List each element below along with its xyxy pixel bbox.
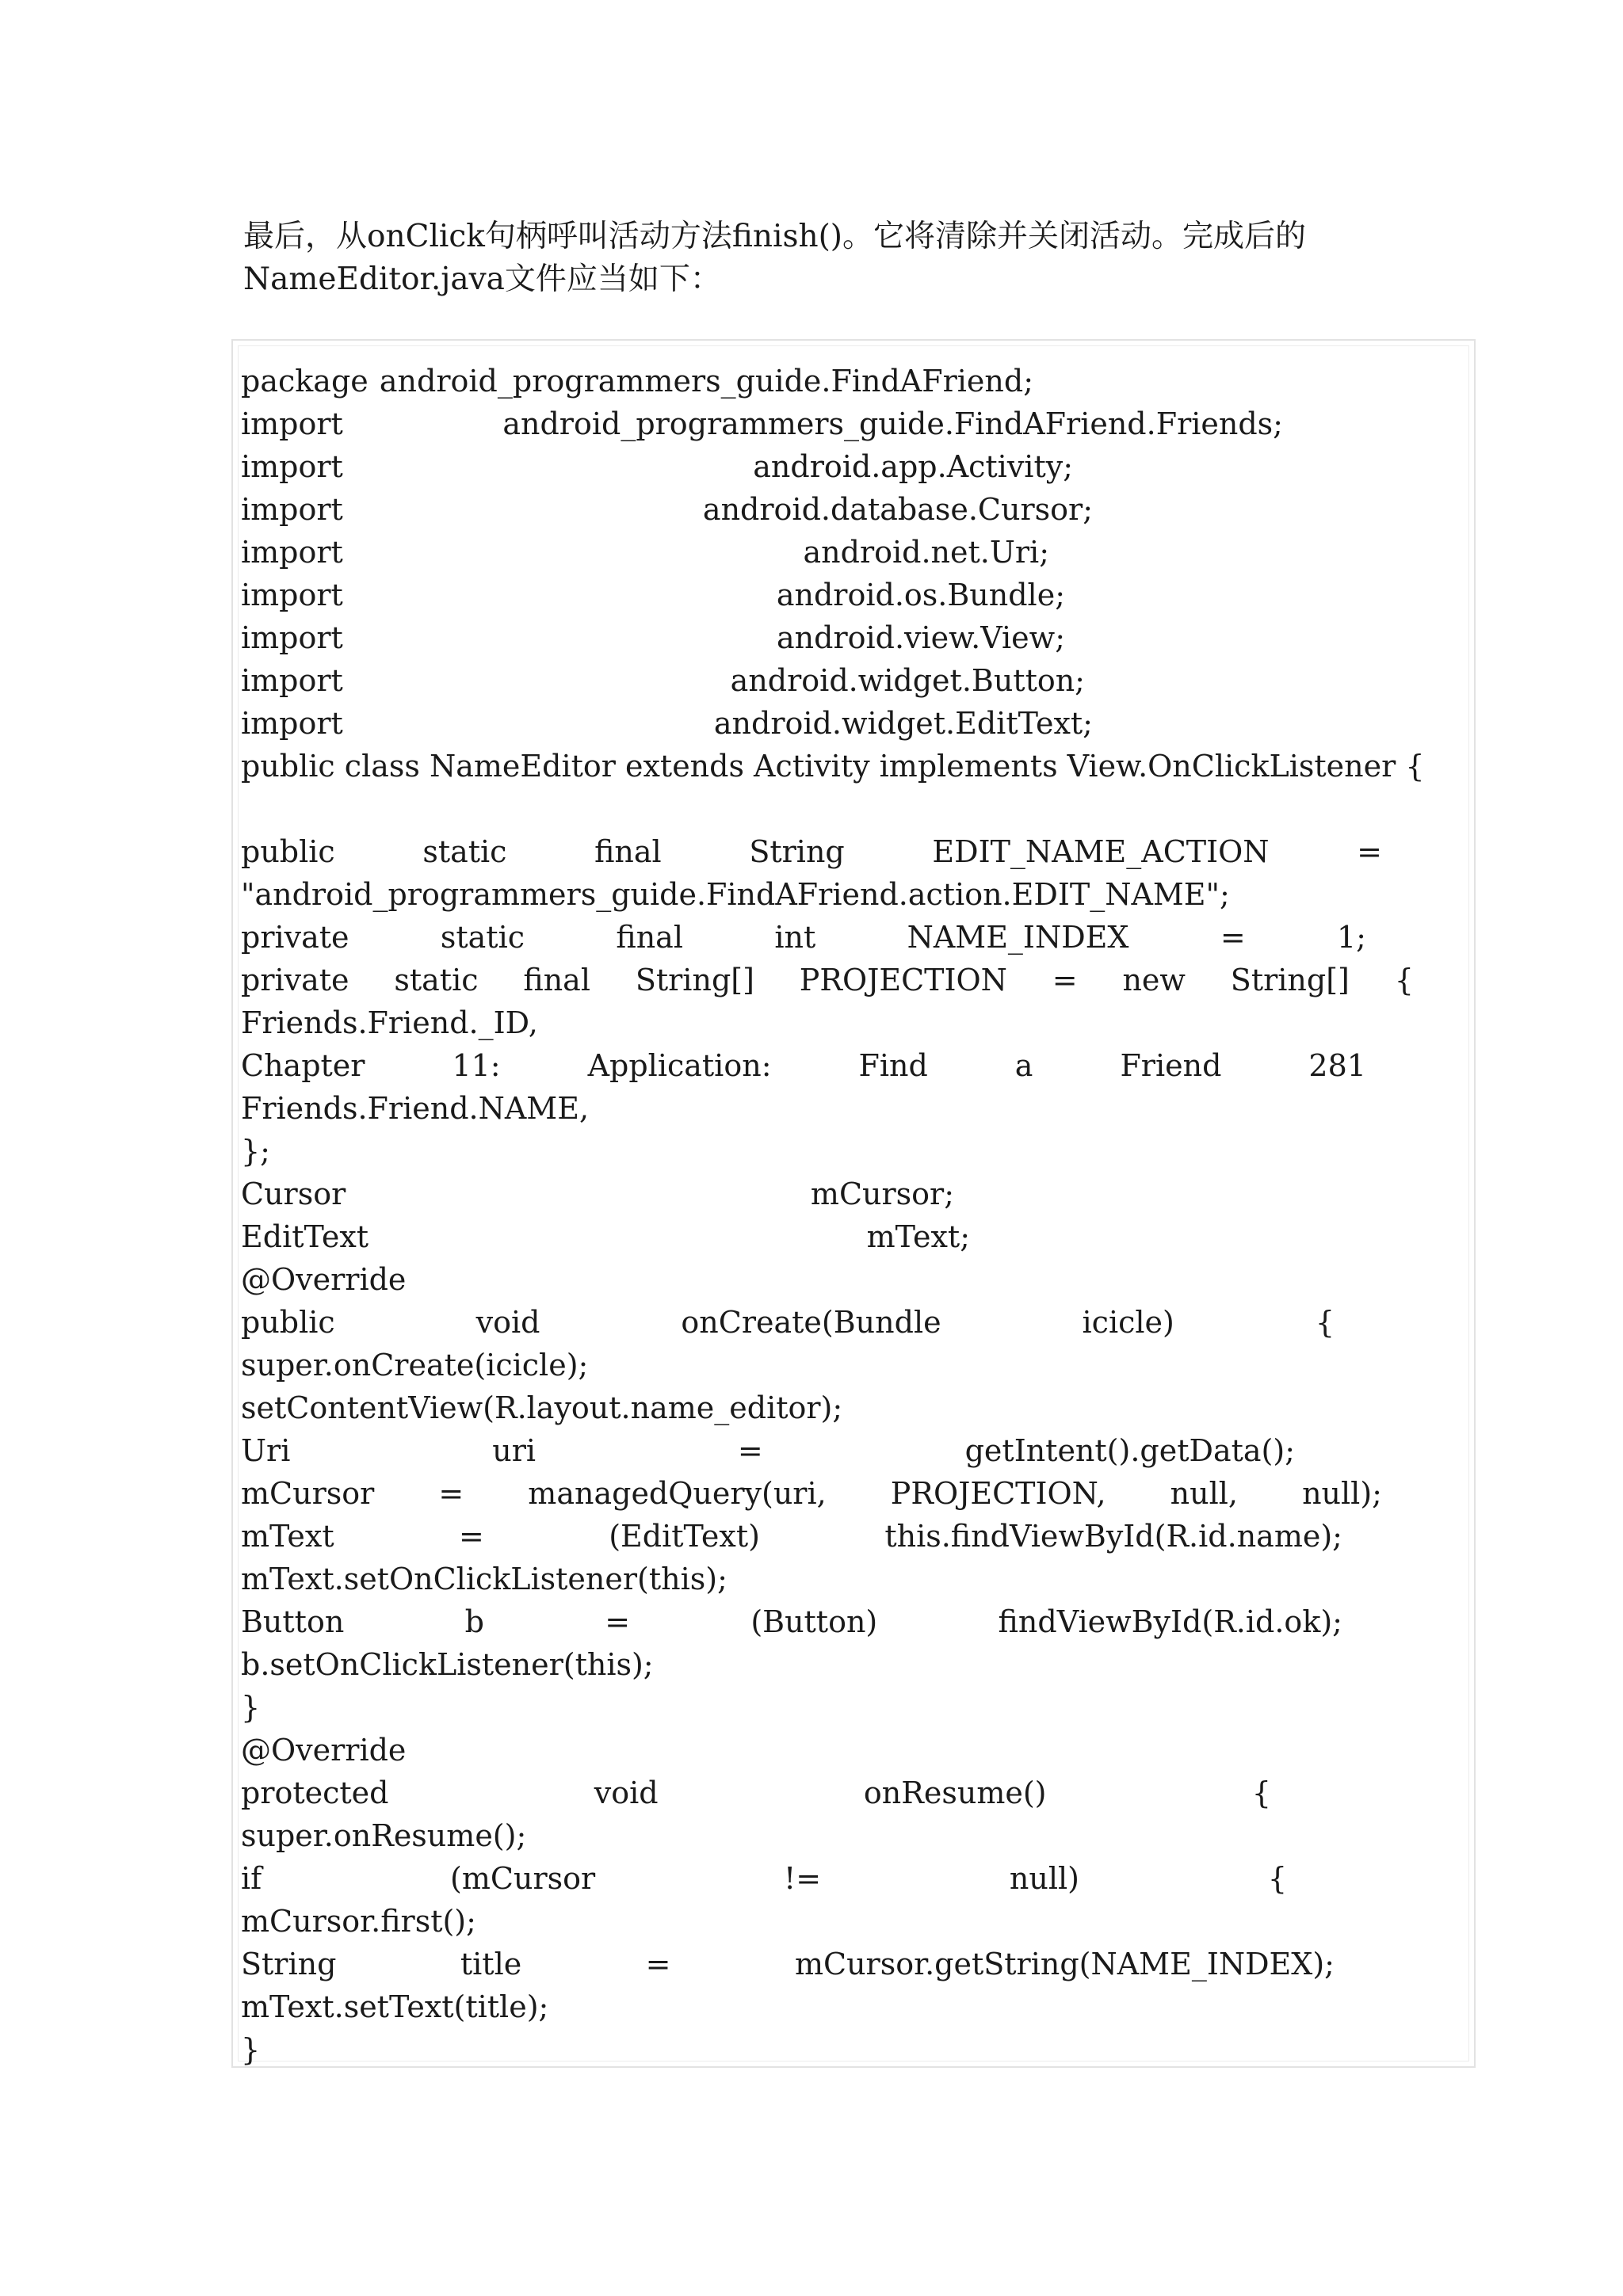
code-line (241, 1173, 954, 1215)
code-line (241, 1215, 970, 1258)
code-token: Uri (241, 1433, 291, 1468)
code-line: @Override (241, 1733, 407, 1768)
code-token: mCursor.getString(NAME_INDEX); (794, 1947, 1335, 1981)
intro-line-1: 最后，从onClick句柄呼叫活动方法finish()。它将清除并关闭活动。完成后的 (243, 219, 1307, 254)
code-token: int (774, 920, 816, 955)
code-token: import (241, 406, 343, 441)
code-token: = (605, 1604, 631, 1639)
code-token: void (594, 1775, 659, 1810)
code-token: (mCursor (450, 1861, 596, 1896)
code-token: private (241, 920, 349, 955)
code-token: { (1251, 1775, 1271, 1810)
code-token: import (241, 706, 343, 741)
code-line (241, 830, 1382, 873)
code-token: final (616, 920, 683, 955)
code-token: static (394, 963, 479, 997)
code-line (241, 445, 1073, 488)
code-token: static (422, 834, 507, 869)
code-token: 11: (452, 1048, 501, 1083)
intro-paragraph (243, 215, 1416, 301)
code-line: mText.setOnClickListener(this); (241, 1562, 727, 1596)
code-line (241, 1301, 1335, 1344)
code-token: (Button) (750, 1604, 878, 1639)
code-token: managedQuery(uri, (528, 1476, 827, 1511)
code-token: (EditText) (609, 1519, 760, 1554)
code-token: EditText (241, 1219, 369, 1254)
code-token: onResume() (863, 1775, 1047, 1810)
code-token: = (645, 1947, 671, 1981)
code-token: android.net.Uri; (803, 535, 1049, 570)
code-token: android.app.Activity; (753, 449, 1073, 484)
code-line: mText.setText(title); (241, 1989, 549, 2024)
code-line: setContentView(R.layout.name_editor); (241, 1390, 843, 1425)
code-line: @Override (241, 1262, 407, 1297)
code-token: PROJECTION (799, 963, 1007, 997)
code-token: 281 (1308, 1048, 1366, 1083)
code-token: icicle) (1082, 1305, 1174, 1340)
code-line (241, 659, 1085, 702)
code-token: private (241, 963, 349, 997)
code-line (241, 1857, 1287, 1900)
code-token: a (1014, 1048, 1033, 1083)
code-line (241, 1429, 1295, 1472)
code-line (241, 788, 1461, 830)
code-token: import (241, 492, 343, 527)
code-token: import (241, 578, 343, 612)
code-token: { (1315, 1305, 1335, 1340)
code-token: android.os.Bundle; (776, 578, 1065, 612)
code-line (241, 702, 1093, 745)
code-token: 1; (1337, 920, 1366, 955)
code-token: NAME_INDEX (907, 920, 1129, 955)
code-token: = (1357, 834, 1382, 869)
code-token: Button (241, 1604, 345, 1639)
code-token: b (464, 1604, 484, 1639)
code-line: public class NameEditor extends Activity implements View.OnClickListener { (241, 749, 1425, 784)
code-line (241, 616, 1065, 659)
code-token: import (241, 663, 343, 698)
code-token: null, (1170, 1476, 1238, 1511)
code-token: android.view.View; (776, 620, 1065, 655)
code-token: String (749, 834, 845, 869)
code-token: Application: (587, 1048, 772, 1083)
code-line: Friends.Friend.NAME, (241, 1091, 590, 1126)
code-line (241, 959, 1414, 1001)
code-token: public (241, 834, 335, 869)
code-line: super.onResume(); (241, 1818, 527, 1853)
code-line (241, 916, 1366, 959)
code-token: = (1220, 920, 1246, 955)
code-line: super.onCreate(icicle); (241, 1348, 589, 1383)
code-token: import (241, 535, 343, 570)
code-token: = (1052, 963, 1078, 997)
code-line (241, 360, 1033, 402)
code-token: EDIT_NAME_ACTION (932, 834, 1270, 869)
code-token: package (241, 364, 369, 399)
code-token: static (440, 920, 525, 955)
code-token: = (459, 1519, 484, 1554)
code-token: void (475, 1305, 540, 1340)
code-token: protected (241, 1775, 389, 1810)
code-token: import (241, 449, 343, 484)
code-token: Find (858, 1048, 928, 1083)
code-token: PROJECTION, (890, 1476, 1106, 1511)
code-token: Cursor (241, 1177, 346, 1211)
code-token: android_programmers_guide.FindAFriend.Friends; (502, 406, 1283, 441)
code-line: "android_programmers_guide.FindAFriend.action.EDIT_NAME"; (241, 877, 1230, 912)
code-line: } (241, 2032, 261, 2067)
code-token: mCursor; (810, 1177, 954, 1211)
code-token: String[] (1230, 963, 1350, 997)
code-line (241, 1943, 1335, 1985)
code-token: public (241, 1305, 335, 1340)
code-token: Chapter (241, 1048, 365, 1083)
code-line (241, 488, 1093, 531)
code-token: != (783, 1861, 822, 1896)
code-line: mCursor.first(); (241, 1904, 476, 1939)
code-line (241, 1472, 1382, 1515)
code-token: final (523, 963, 590, 997)
code-token: null) (1009, 1861, 1079, 1896)
code-token: = (737, 1433, 763, 1468)
code-token: new (1122, 963, 1186, 997)
code-token: this.findViewById(R.id.name); (884, 1519, 1342, 1554)
code-line: Friends.Friend._ID, (241, 1005, 538, 1040)
code-token: findViewById(R.id.ok); (998, 1604, 1342, 1639)
code-token: mCursor (241, 1476, 375, 1511)
code-token: mText (241, 1519, 334, 1554)
code-token: android.database.Cursor; (702, 492, 1093, 527)
code-line (241, 574, 1065, 616)
code-token: import (241, 620, 343, 655)
code-line: }; (241, 1134, 270, 1169)
code-line (241, 402, 1283, 445)
code-token: { (1394, 963, 1414, 997)
code-token: android.widget.EditText; (713, 706, 1093, 741)
code-token: null); (1302, 1476, 1382, 1511)
code-token: mText; (866, 1219, 970, 1254)
code-token: = (438, 1476, 464, 1511)
code-line (241, 531, 1049, 574)
code-token: if (241, 1861, 262, 1896)
code-token: title (460, 1947, 522, 1981)
code-token: String[] (635, 963, 754, 997)
code-line: b.setOnClickListener(this); (241, 1647, 654, 1682)
code-listing-box (231, 339, 1476, 2068)
code-line: } (241, 1690, 261, 1725)
code-token: android.widget.Button; (730, 663, 1085, 698)
code-token: Friend (1120, 1048, 1222, 1083)
code-line (241, 1600, 1342, 1643)
code-token: { (1267, 1861, 1287, 1896)
code-line (241, 1044, 1366, 1087)
code-line (241, 1515, 1342, 1558)
code-token: uri (492, 1433, 537, 1468)
code-token: String (241, 1947, 337, 1981)
code-token: final (594, 834, 662, 869)
intro-line-2: NameEditor.java文件应当如下： (243, 261, 721, 297)
code-line (241, 1772, 1271, 1814)
code-token: getIntent().getData(); (964, 1433, 1295, 1468)
code-token: android_programmers_guide.FindAFriend; (379, 364, 1033, 399)
code-token: onCreate(Bundle (681, 1305, 941, 1340)
